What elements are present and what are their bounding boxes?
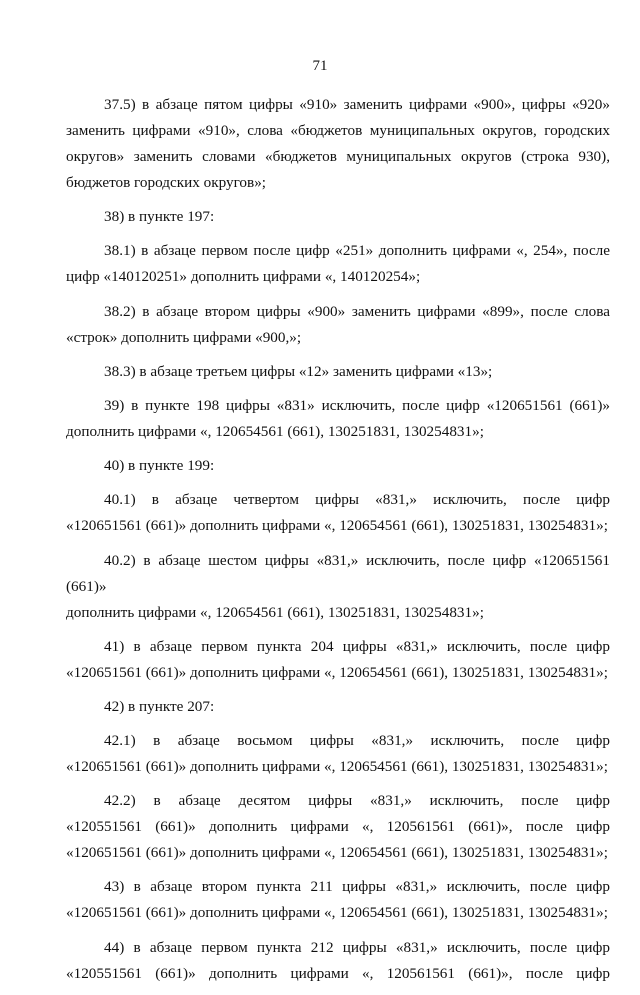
paragraph-line: 38.1) в абзаце первом после цифр «251» дополнить цифрами «, 254», после (104, 242, 610, 260)
paragraph-line: 42.1) в абзаце восьмом цифры «831,» исключить, после цифр (104, 732, 610, 750)
paragraph-line: 44) в абзаце первом пункта 212 цифры «831,» исключить, после цифр (104, 938, 610, 956)
paragraph-line: «120551561 (661)» дополнить цифрами «, 120561561 (661)», после цифр (66, 964, 610, 982)
paragraph-line: 37.5) в абзаце пятом цифры «910» заменить цифрами «900», цифры «920» (104, 96, 610, 113)
paragraph-line: «120651561 (661)» дополнить цифрами «, 120654561 (661), 130251831, 130254831»; (66, 517, 608, 535)
paragraph (66, 728, 610, 780)
paragraph (66, 694, 610, 720)
paragraph-line: «120651561 (661)» дополнить цифрами «, 120654561 (661), 130251831, 130254831»; (66, 758, 608, 776)
paragraph-line: бюджетов городских округов»; (66, 174, 267, 191)
paragraph-line: заменить цифрами «910», слова «бюджетов муниципальных округов, городских (66, 122, 610, 139)
paragraph-line: 42) в пункте 207: (104, 697, 215, 715)
paragraph-line: 40) в пункте 199: (104, 457, 215, 475)
paragraph (66, 359, 610, 385)
paragraph-line: «120551561 (661)» дополнить цифрами «, 120561561 (661)», после цифр (66, 818, 610, 836)
paragraph (66, 788, 610, 866)
paragraph (66, 634, 610, 686)
paragraph-line: 38.2) в абзаце втором цифры «900» заменить цифрами «899», после слова (104, 302, 610, 320)
paragraph (66, 238, 610, 290)
paragraph-line: 43) в абзаце втором пункта 211 цифры «831,» исключить, после цифр (104, 878, 610, 896)
paragraph-line: 40.1) в абзаце четвертом цифры «831,» исключить, после цифр (104, 491, 610, 509)
paragraph (66, 548, 610, 626)
paragraph-line: «120651561 (661)» дополнить цифрами «, 120654561 (661), 130251831, 130254831»; (66, 844, 608, 862)
paragraph-line: 40.2) в абзаце шестом цифры «831,» исключить, после цифр «120651561 (661)» (66, 551, 610, 595)
paragraph (66, 299, 610, 351)
paragraph-line: 41) в абзаце первом пункта 204 цифры «831,» исключить, после цифр (104, 637, 610, 655)
document-body (66, 92, 610, 995)
page-number: 71 (312, 58, 328, 74)
paragraph (66, 92, 610, 196)
paragraph-line: «120651561 (661)» дополнить цифрами «, 120654561 (661), 130251831, 130254831»; (66, 904, 608, 922)
paragraph-line: «строк» дополнить цифрами «900,»; (66, 328, 302, 346)
paragraph-line: округов» заменить словами «бюджетов муниципальных округов (строка 930), (66, 148, 610, 165)
paragraph (66, 204, 610, 230)
paragraph-line: 42.2) в абзаце десятом цифры «831,» исключить, после цифр (104, 792, 610, 810)
paragraph-line: «120651561 (661)» дополнить цифрами «, 120654561 (661), 130251831, 130254831»; (66, 663, 608, 681)
paragraph (66, 393, 610, 445)
paragraph-line: цифр «140120251» дополнить цифрами «, 140120254»; (66, 268, 421, 286)
paragraph-line: 38) в пункте 197: (104, 208, 215, 226)
paragraph (66, 487, 610, 539)
paragraph (66, 874, 610, 926)
paragraph-line: дополнить цифрами «, 120654561 (661), 130251831, 130254831»; (66, 603, 484, 621)
paragraph-line: 38.3) в абзаце третьем цифры «12» заменить цифрами «13»; (104, 362, 493, 380)
paragraph (66, 453, 610, 479)
paragraph (66, 935, 610, 987)
paragraph-line: 39) в пункте 198 цифры «831» исключить, после цифр «120651561 (661)» (104, 396, 610, 414)
paragraph-line: дополнить цифрами «, 120654561 (661), 130251831, 130254831»; (66, 422, 484, 440)
